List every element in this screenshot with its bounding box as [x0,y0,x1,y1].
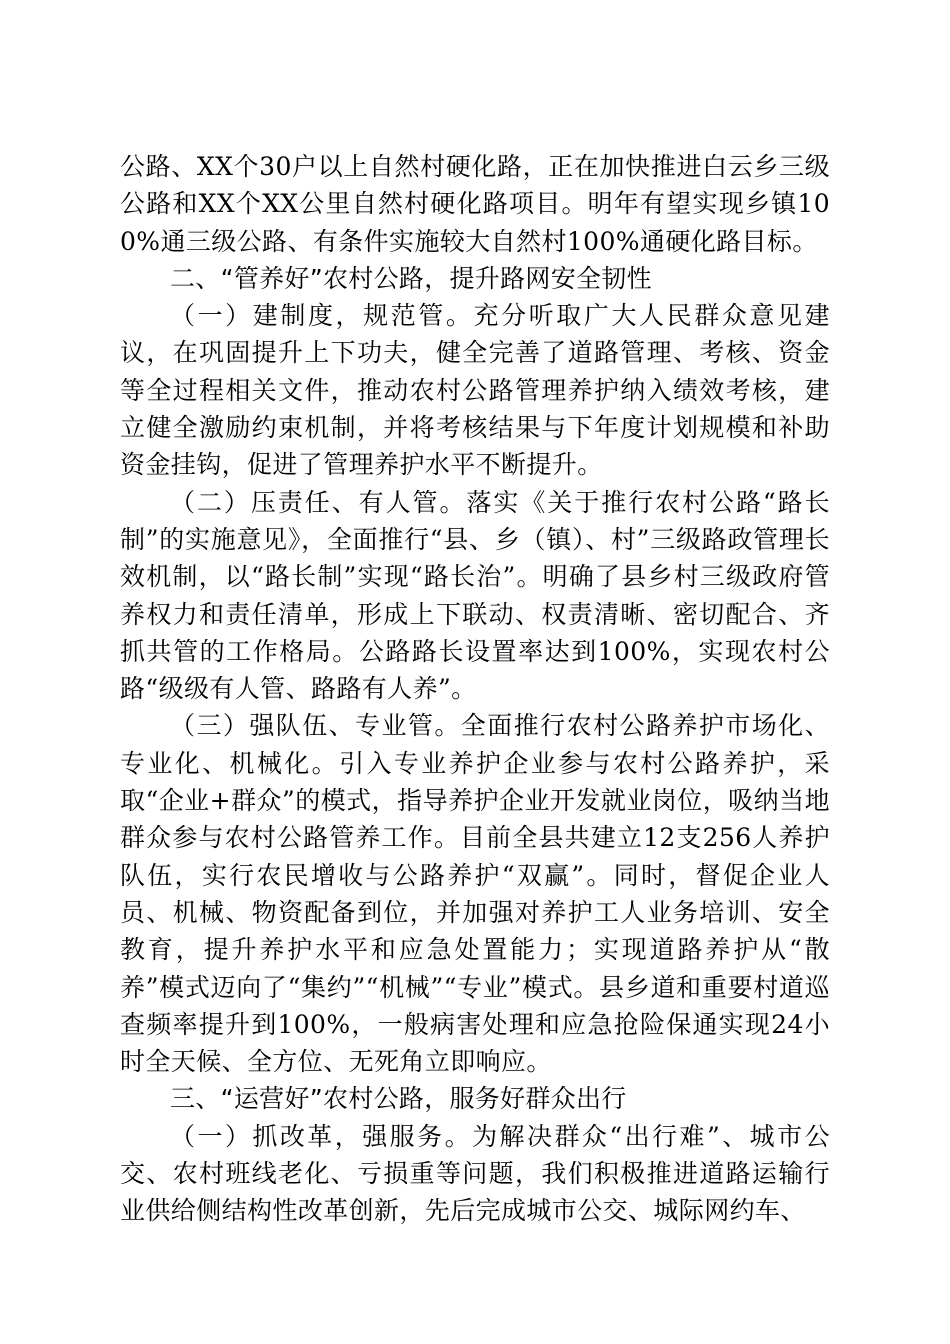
paragraph-text: 充分听取广大人民群众意见建议，在巩固提升上下功夫，健全完善了道路管理、考核、资金等全过程相关文件，推动农村公路管理养护纳入绩效考核，建立健全激励约束机制，并将考核结果与下年度计划规模和补助资金挂钩，促进了管理养护水平不断提升。 [120,301,831,480]
section-heading-3 [120,1080,830,1117]
paragraph-text: 全面推行农村公路养护市场化、专业化、机械化。引入专业养护企业参与农村公路养护，采取“企业+群众”的模式，指导养护企业开发就业岗位，吸纳当地群众参与农村公路管养工作。目前全县共建立12支256人养护队伍，实行农民增收与公路养护“双赢”。同时，督促企业人员、机械、物资配备到位，并加强对养护工人业务培训、安全教育，提升养护水平和应急处置能力；实现道路养护从“散养”模式迈向了“集约”“机械”“专业”模式。县乡道和重要村道巡查频率提升到100%，一般病害处理和应急抢险保通实现24小时全天候、全方位、无死角立即响应。 [120,711,830,1077]
document-page [120,148,830,1230]
paragraph-2-1 [120,297,830,483]
paragraph-text: 落实《关于推行农村公路“路长制”的实施意见》，全面推行“县、乡（镇）、村”三级路政管理长效机制，以“路长制”实现“路长治”。明确了县乡村三级政府管养权力和责任清单，形成上下联动、权责清晰、密切配合、齐抓共管的工作格局。公路路长设置率达到100%，实现农村公路“级级有人管、路路有人养”。 [120,487,830,704]
subsection-lead: （三）强队伍、专业管。 [170,711,461,741]
paragraph-3-1 [120,1118,830,1230]
paragraph-intro [120,148,830,260]
heading-text: 三、“运营好”农村公路，服务好群众出行 [170,1084,627,1114]
paragraph-text: 公路、XX个30户以上自然村硬化路，正在加快推进白云乡三级公路和XX个XX公里自然村硬化路项目。明年有望实现乡镇100%通三级公路、有条件实施较大自然村100%通硬化路目标。 [120,152,830,256]
paragraph-text: 为解决群众“出行难”、城市公交、农村班线老化、亏损重等问题，我们积极推进道路运输行业供给侧结构性改革创新，先后完成城市公交、城际网约车、 [120,1121,830,1226]
subsection-lead: （一）建制度，规范管。 [170,301,474,331]
heading-text: 二、“管养好”农村公路，提升路网安全韧性 [170,263,652,293]
section-heading-2 [120,260,830,297]
subsection-lead: （一）抓改革，强服务。 [170,1121,473,1151]
subsection-lead: （二）压责任、有人管。 [170,487,467,517]
paragraph-2-2 [120,484,830,708]
paragraph-2-3 [120,707,830,1080]
